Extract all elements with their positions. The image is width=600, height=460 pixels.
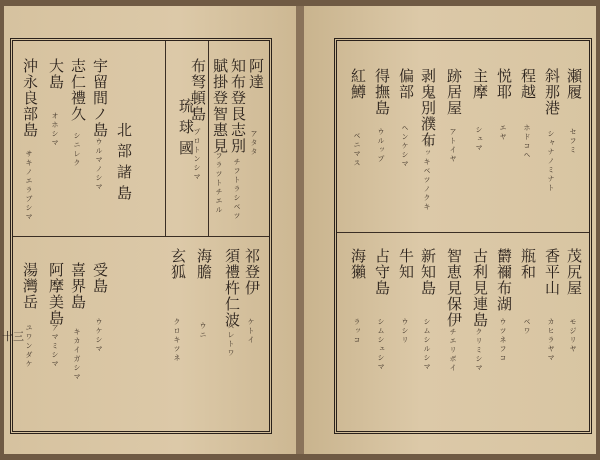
entry-reading: チフトラシベツ <box>233 158 241 221</box>
entry-reading: アタタ <box>250 130 258 157</box>
entry-reading: ユワンダケ <box>25 324 33 369</box>
entry-reading: キカイガシマ <box>73 328 81 382</box>
entry-reading: フラツトチエル <box>215 152 223 215</box>
book-gutter <box>296 6 304 454</box>
entry-name: 湯灣岳 <box>21 262 39 310</box>
entry-reading: クリミシマ <box>475 328 483 373</box>
entry-reading: シャナノミナト <box>547 130 555 193</box>
entry-name: 海獺 <box>349 248 367 280</box>
entry-reading: オホシマ <box>51 112 59 148</box>
district-heading: 北部諸島 <box>115 122 133 206</box>
entry-reading: ウルップ <box>377 128 385 164</box>
entry-reading: ウルマノシマ <box>95 138 103 192</box>
entry-name: 茂尻屋 <box>565 248 583 296</box>
entry-name: 沖永良部島 <box>21 58 39 138</box>
entry-name: 斜那港 <box>543 68 561 116</box>
entry-reading: ベニマス <box>353 132 361 168</box>
entry-reading: ウケシマ <box>95 318 103 354</box>
entry-reading: ウツネフコ <box>499 318 507 363</box>
entry-name: 欝禰布湖 <box>495 248 513 312</box>
entry-reading: カヒラヤマ <box>547 318 555 363</box>
entry-name: 賦掛登智惠見 <box>211 58 229 154</box>
entry-name: 志仁禮久 <box>69 58 87 122</box>
left-heading-rule <box>208 41 209 236</box>
entry-name: 悦耶 <box>495 68 513 100</box>
entry-name: 跡居屋 <box>445 68 463 116</box>
entry-reading: ホドコヘ <box>523 124 531 160</box>
entry-reading: ケトイ <box>247 318 255 345</box>
entry-name: 祁登伊 <box>243 248 261 296</box>
entry-name: 須禮杵仁波 <box>223 248 241 328</box>
entry-name: 偏部 <box>397 68 415 100</box>
entry-name: 智恵見保伊 <box>445 248 463 328</box>
left-page-divider <box>13 236 269 237</box>
entry-reading: モジリヤ <box>569 318 577 354</box>
entry-reading: アトイヤ <box>449 128 457 164</box>
entry-name: 新知島 <box>419 248 437 296</box>
entry-reading: シムシルシマ <box>423 318 431 372</box>
entry-name: 牛知 <box>397 248 415 280</box>
entry-name: 瀬履 <box>565 68 583 100</box>
entry-name: 香平山 <box>543 248 561 296</box>
entry-reading: ウシリ <box>401 318 409 345</box>
left-heading-rule <box>165 41 166 236</box>
entry-reading: シュマ <box>475 126 483 153</box>
entry-name: 海膽 <box>195 248 213 280</box>
entry-name: 阿摩美島 <box>47 262 65 326</box>
entry-name: 剥鬼別濮布 <box>419 68 437 148</box>
entry-reading: シムシュシマ <box>377 318 385 372</box>
entry-reading: ヘンケシマ <box>401 124 409 169</box>
entry-name: 紅鱒 <box>349 68 367 100</box>
entry-reading: セフミ <box>569 128 577 155</box>
entry-reading: アマミシマ <box>51 324 59 369</box>
right-page-divider <box>337 232 589 233</box>
entry-reading: スレトワ <box>227 322 235 358</box>
page-number: 十三 <box>2 330 24 343</box>
entry-reading: ベワ <box>523 318 531 336</box>
entry-name: 布弩頓島 <box>189 58 207 122</box>
entry-reading: チエリボイ <box>449 328 457 373</box>
region-heading: 琉球國 <box>177 98 195 161</box>
entry-name: 得撫島 <box>373 68 391 116</box>
entry-name: 知布登艮志別 <box>229 58 247 154</box>
entry-name: 主摩 <box>471 68 489 100</box>
entry-reading: エヤ <box>499 124 507 142</box>
entry-reading: ラッキベツノクキ <box>423 140 431 212</box>
entry-name: 宇留間ノ島 <box>91 58 109 138</box>
entry-name: 程越 <box>519 68 537 100</box>
entry-reading: プロトンシマ <box>193 128 201 182</box>
entry-name: 古利見連島 <box>471 248 489 328</box>
entry-name: 瓶和 <box>519 248 537 280</box>
entry-name: 占守島 <box>373 248 391 296</box>
entry-reading: クロキツネ <box>173 318 181 363</box>
entry-reading: ウニ <box>199 322 207 340</box>
entry-name: 喜界島 <box>69 262 87 310</box>
entry-name: 受島 <box>91 262 109 294</box>
entry-name: 玄狐 <box>169 248 187 280</box>
entry-reading: サキノエラブシマ <box>25 150 33 222</box>
entry-reading: シニレク <box>73 132 81 168</box>
entry-name: 阿達 <box>247 58 265 90</box>
entry-reading: ラッコ <box>353 318 361 345</box>
entry-name: 大島 <box>47 58 65 90</box>
